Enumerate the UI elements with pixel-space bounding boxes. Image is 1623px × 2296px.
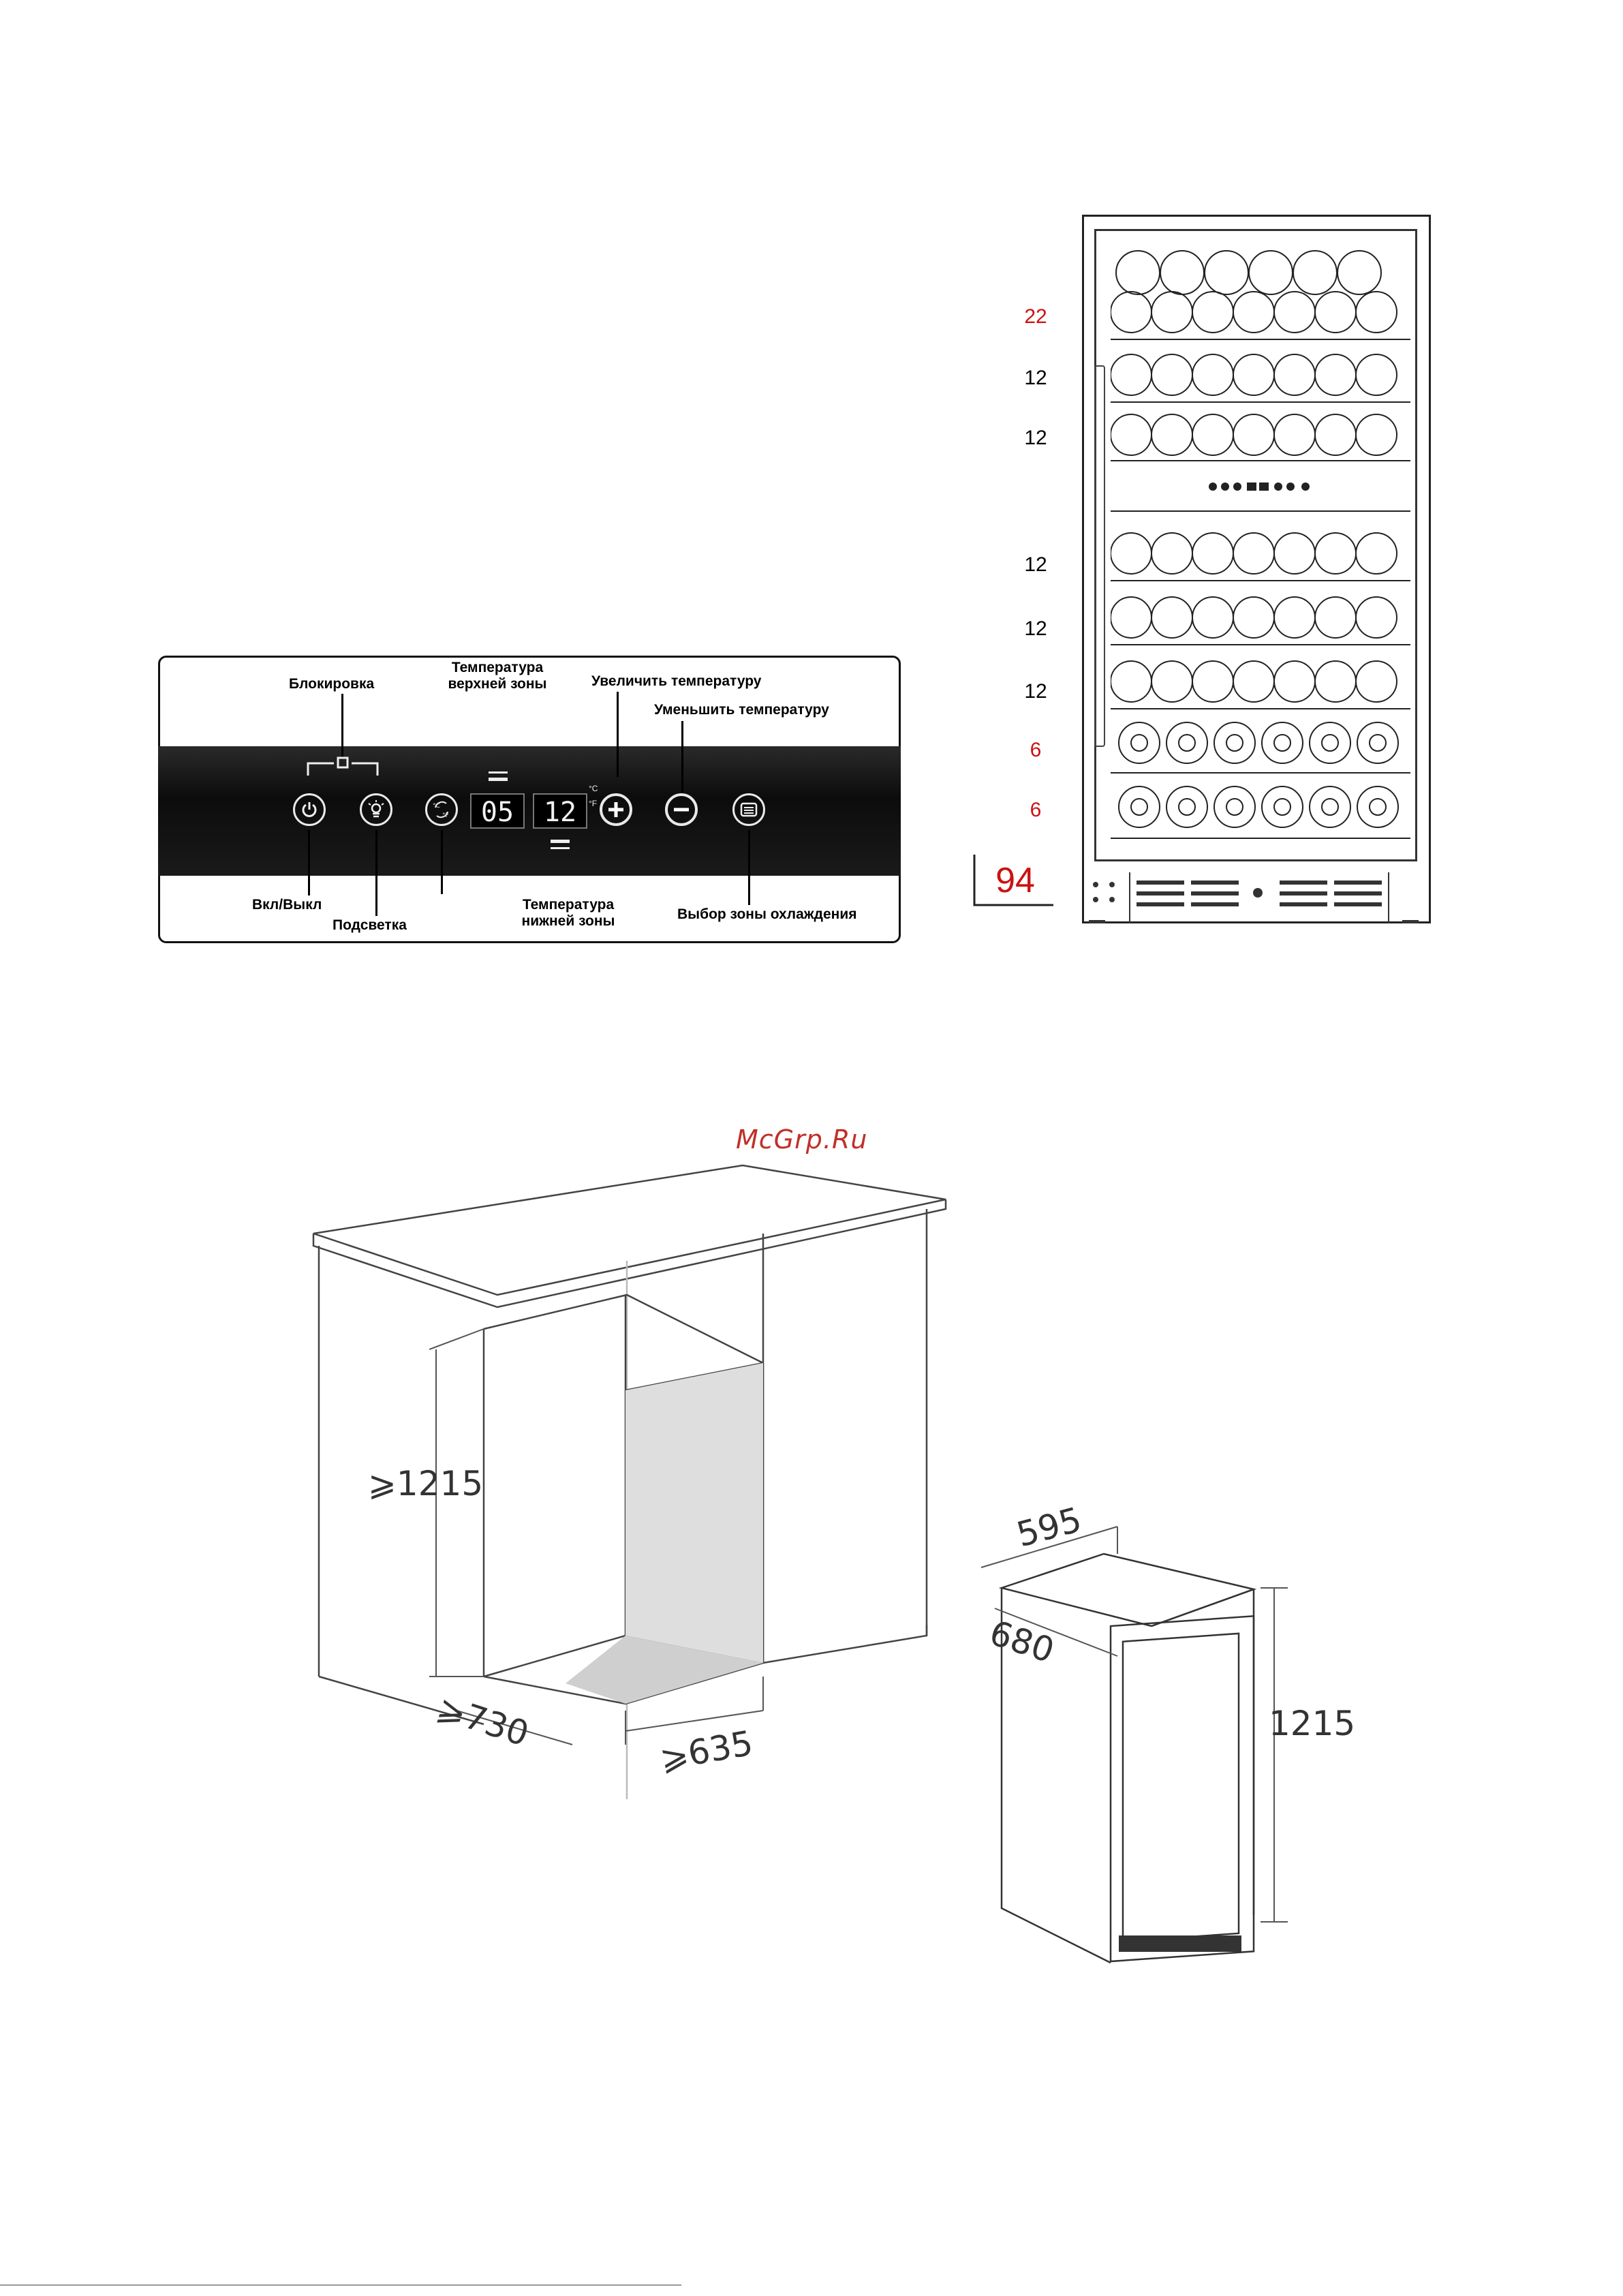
power-icon xyxy=(300,801,318,818)
decrease-button[interactable] xyxy=(665,793,698,826)
label-zone-select: Выбор зоны охлаждения xyxy=(677,906,857,922)
unit-celsius: °C xyxy=(589,784,598,793)
niche-height-label: ⩾1215 xyxy=(368,1464,484,1503)
upper-zone-icon xyxy=(489,771,508,781)
lock-icon xyxy=(305,755,380,780)
increase-button[interactable] xyxy=(600,793,632,826)
light-icon xyxy=(367,800,386,819)
niche-depth-label: ⩾730 xyxy=(432,1687,534,1754)
shelf-count-4: 12 xyxy=(1024,553,1047,576)
shelf-count-5: 12 xyxy=(1024,617,1047,640)
zone-select-button[interactable] xyxy=(732,793,765,826)
light-button[interactable] xyxy=(360,793,392,826)
label-lock: Блокировка xyxy=(289,676,375,692)
upper-zone-display: 05 xyxy=(470,793,525,829)
lower-zone-icon xyxy=(551,840,570,849)
shelf-count-8: 6 xyxy=(1030,799,1042,821)
cooler-handle xyxy=(1094,365,1105,747)
niche-width-label: ⩾635 xyxy=(657,1723,756,1779)
label-lower-zone-temp: Температура нижней зоны xyxy=(521,897,615,929)
minus-icon xyxy=(673,801,690,818)
shelf-count-2: 12 xyxy=(1024,367,1047,389)
bottle-rack xyxy=(1111,239,1410,852)
shelf-count-7: 6 xyxy=(1030,739,1042,761)
panel-strip xyxy=(158,746,901,876)
zone-icon xyxy=(739,801,758,818)
shelf-count-6: 12 xyxy=(1024,680,1047,703)
label-decrease-temp: Уменьшить температуру xyxy=(654,702,829,718)
plus-icon xyxy=(607,801,625,818)
appliance-depth-label: 680 xyxy=(985,1612,1060,1671)
label-increase-temp: Увеличить температуру xyxy=(591,673,762,689)
unit-switch-button[interactable] xyxy=(425,793,458,826)
bottom-rule xyxy=(0,2284,681,2286)
svg-text:°C: °C xyxy=(433,803,440,810)
shelf-count-3: 12 xyxy=(1024,427,1047,449)
total-bottle-count: 94 xyxy=(995,861,1035,900)
watermark: McGrp.Ru xyxy=(736,1124,868,1154)
base-grille xyxy=(1082,872,1431,923)
power-button[interactable] xyxy=(293,793,326,826)
svg-text:°F: °F xyxy=(442,812,449,819)
appliance-width-label: 595 xyxy=(1013,1499,1086,1555)
label-light: Подсветка xyxy=(333,917,407,933)
lower-zone-display: 12 xyxy=(533,793,587,829)
shelf-count-1: 22 xyxy=(1024,305,1047,328)
unit-switch-icon xyxy=(431,799,452,820)
unit-fahrenheit: °F xyxy=(589,799,598,808)
label-power: Вкл/Выкл xyxy=(252,897,322,913)
appliance-height-label: 1215 xyxy=(1269,1704,1356,1743)
label-upper-zone-temp: Температура верхней зоны xyxy=(448,660,547,692)
